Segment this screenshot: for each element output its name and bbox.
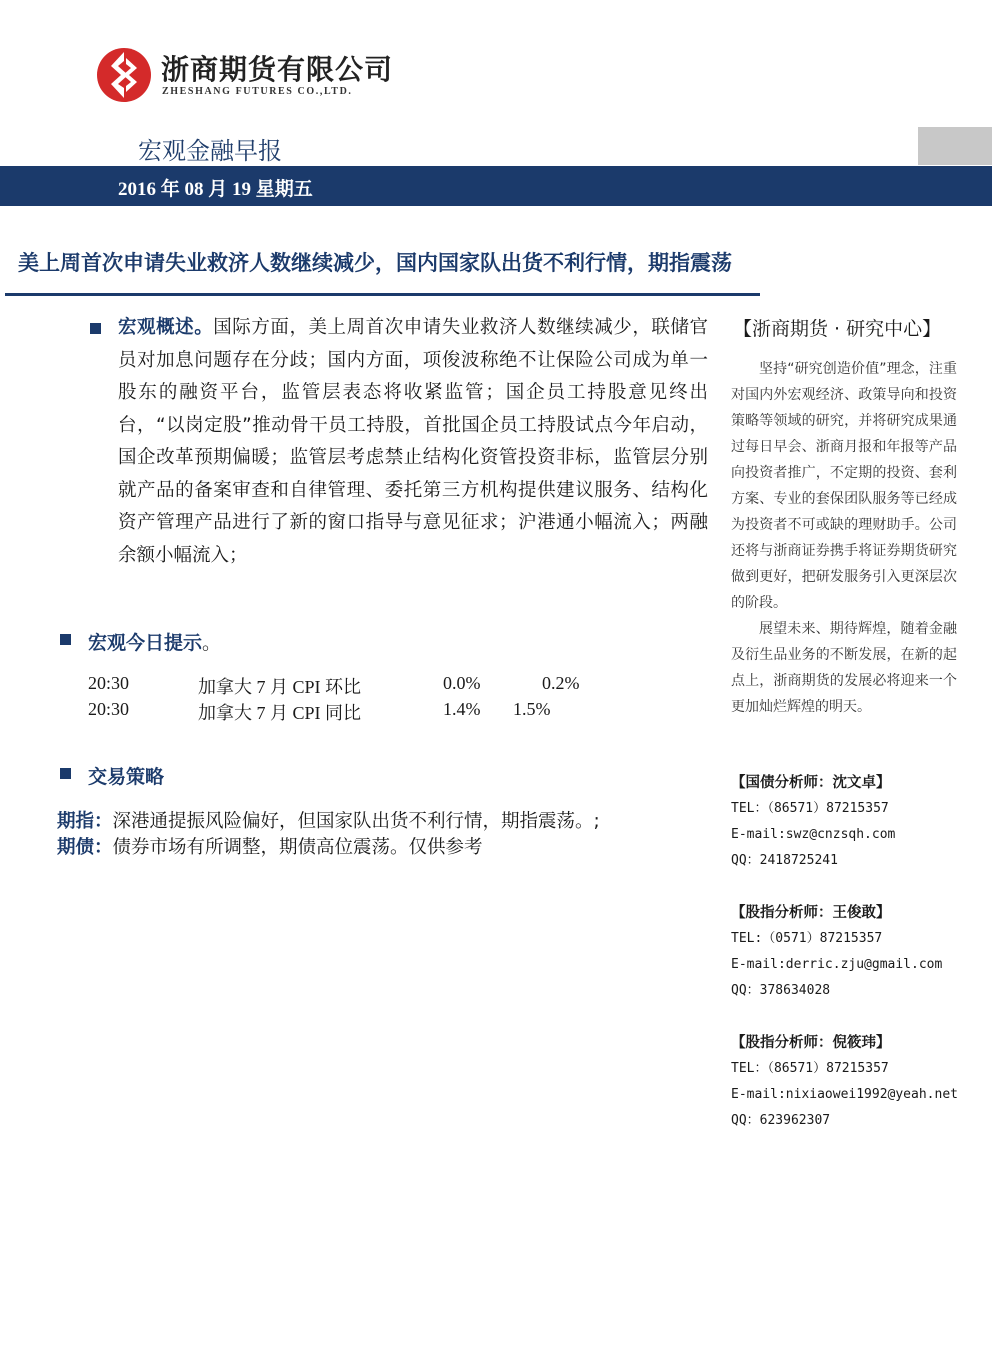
date-bar: [0, 166, 992, 206]
macro-overview-body: 国际方面，美上周首次申请失业救济人数继续减少，联储官员对加息问题存在分歧；国内方面，项俊波称绝不让保险公司成为单一股东的融资平台，监管层表态将收紧监管；国企员工持股意见终出台，“以岗定股”推动骨干员工持股，首批国企员工持股试点今年启动，国企改革预期偏暖；监管层考虑禁止结构化资管投资非标，监管层分别就产品的备案审查和自律管理、委托第三方机构提供建议服务、结构化资产管理产品进行了新的窗口指导与意见征求；沪港通小幅流入；两融余额小幅流入；: [118, 317, 708, 566]
indicator-item: 加拿大 7 月 CPI 同比: [198, 703, 362, 723]
indicator-forecast: 1.5%: [513, 699, 551, 719]
strategy-separator: ：: [94, 811, 113, 832]
analyst-qq: QQ：2418725241: [731, 853, 838, 868]
sidebar-heading: 【浙商期货 · 研究中心】: [733, 318, 942, 340]
sidebar-intro-paragraph: 坚持“研究创造价值”理念，注重对国内外宏观经济、政策导向和投资策略等领域的研究，并将研究成果通过每日早会、浙商月报和年报等产品向投资者推广，不定期的投资、套利方案、专业的套保团队服务等已经成为投资者不可或缺的理财助手。公司还将与浙商证券携手将证券期货研究做到更好，把研发服务引入更深层次的阶段。: [731, 361, 957, 611]
bullet-square-icon: [60, 768, 71, 779]
strategy-item-bond-futures: [57, 833, 697, 859]
header-decoration-block: [918, 127, 992, 165]
strategy-text: 深港通提振风险偏好，但国家队出货不利行情，期指震荡。;: [112, 811, 600, 832]
today-section-title: [88, 628, 221, 655]
company-name-cn: 浙商期货有限公司: [161, 53, 394, 86]
macro-overview-lead: 宏观概述。: [118, 317, 214, 338]
analyst-card: [731, 900, 971, 1004]
strategy-separator: ：: [94, 837, 113, 858]
strategy-text: 债券市场有所调整，期债高位震荡。仅供参考: [112, 837, 483, 858]
analyst-qq: QQ：378634028: [731, 983, 831, 998]
company-logo: [95, 42, 394, 108]
indicator-forecast: 0.2%: [542, 673, 580, 693]
analyst-title: 【股指分析师：倪筱玮】: [731, 1035, 891, 1051]
bullet-square-icon: [60, 634, 71, 645]
bullet-square-icon: [90, 323, 101, 334]
analyst-email[interactable]: E-mail:swz@cnzsqh.com: [731, 827, 896, 842]
strategy-item-index-futures: [57, 807, 697, 833]
headline-divider: [5, 293, 760, 296]
report-headline: 美上周首次申请失业救济人数继续减少，国内国家队出货不利行情，期指震荡: [18, 251, 732, 275]
report-date: 2016 年 08 月 19 星期五: [118, 179, 313, 200]
strategy-key: 期指: [57, 811, 95, 832]
analyst-card: [731, 770, 971, 874]
analyst-phone: TEL：（86571）87215357: [731, 1061, 889, 1076]
company-logo-mark-icon: [95, 46, 153, 104]
sidebar-intro: [731, 356, 957, 720]
company-name-en: ZHESHANG FUTURES CO.,LTD.: [162, 86, 353, 97]
indicator-time: 20:30: [88, 699, 130, 719]
analyst-qq: QQ：623962307: [731, 1113, 831, 1128]
analyst-title: 【国债分析师：沈文卓】: [731, 775, 891, 791]
report-type-title: 宏观金融早报: [138, 137, 282, 165]
analyst-phone: TEL：（86571）87215357: [731, 801, 889, 816]
macro-overview-paragraph: [118, 312, 708, 572]
strategy-section-title: 交易策略: [88, 766, 165, 788]
sidebar-intro-paragraph: 展望未来、期待辉煌，随着金融及衍生品业务的不断发展，在新的起点上，浙商期货的发展必将迎来一个更加灿烂辉煌的明天。: [731, 621, 957, 715]
analyst-card: [731, 1030, 971, 1134]
analyst-phone: TEL:（0571）87215357: [731, 931, 883, 946]
today-section-label: 宏观今日提示: [88, 632, 203, 654]
strategy-key: 期债: [57, 837, 95, 858]
indicator-previous: 1.4%: [443, 699, 481, 719]
analyst-title: 【股指分析师：王俊敢】: [731, 905, 891, 921]
analyst-email[interactable]: E-mail:derric.zju@gmail.com: [731, 957, 943, 972]
analyst-email[interactable]: E-mail:nixiaowei1992@yeah.net: [731, 1087, 958, 1102]
indicator-time: 20:30: [88, 673, 130, 693]
indicator-item: 加拿大 7 月 CPI 环比: [198, 677, 362, 697]
today-section-tail: 。: [202, 632, 222, 654]
indicator-previous: 0.0%: [443, 673, 481, 693]
